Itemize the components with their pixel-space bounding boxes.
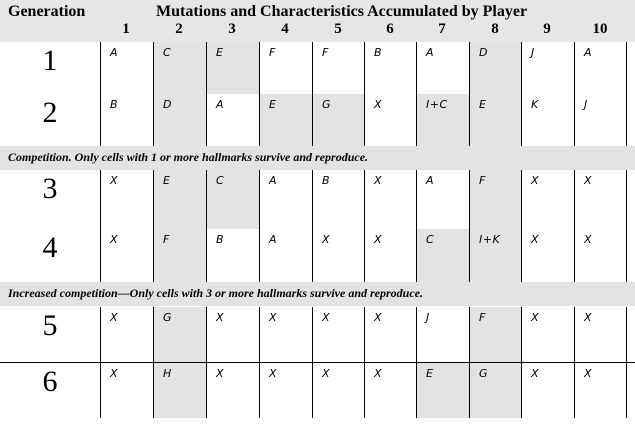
cell-mutation-code: I+C <box>426 98 448 111</box>
cell-mutation-code: B <box>322 174 331 187</box>
table-cell <box>206 229 259 282</box>
table-cell <box>521 229 574 282</box>
cell-mutation-code: G <box>322 98 332 111</box>
column-divider <box>312 170 313 282</box>
cell-mutation-code: X <box>531 311 540 324</box>
table-cell <box>416 307 469 362</box>
column-divider <box>364 170 365 282</box>
table-cell <box>469 170 521 229</box>
cell-mutation-code: X <box>584 311 593 324</box>
cell-mutation-code: X <box>374 98 383 111</box>
table-cell <box>416 94 469 146</box>
row-divider <box>0 362 635 363</box>
table-cell <box>312 229 364 282</box>
cell-mutation-code: X <box>584 367 593 380</box>
cell-mutation-code: K <box>531 98 539 111</box>
column-divider <box>259 42 260 146</box>
column-divider <box>416 170 417 282</box>
table-cell <box>416 363 469 418</box>
column-divider <box>626 170 627 282</box>
cell-mutation-code: E <box>269 98 277 111</box>
player-number-7: 7 <box>438 21 446 37</box>
cell-mutation-code: X <box>322 311 331 324</box>
column-divider <box>100 42 101 146</box>
player-number-6: 6 <box>386 21 394 37</box>
table-cell <box>364 42 416 94</box>
column-divider <box>153 170 154 282</box>
table-cell <box>259 229 312 282</box>
column-divider <box>469 42 470 146</box>
cell-mutation-code: X <box>216 311 225 324</box>
cell-mutation-code: X <box>216 367 225 380</box>
generation-number: 5 <box>42 309 58 342</box>
cell-mutation-code: X <box>110 174 119 187</box>
table-cell <box>364 94 416 146</box>
table-cell <box>206 94 259 146</box>
cell-mutation-code: X <box>110 311 119 324</box>
column-divider <box>206 170 207 282</box>
cell-mutation-code: B <box>216 233 225 246</box>
table-cell <box>469 42 521 94</box>
table-cell <box>416 170 469 229</box>
table-cell <box>469 229 521 282</box>
cell-mutation-code: J <box>426 311 430 324</box>
cell-mutation-code: X <box>269 367 278 380</box>
cell-mutation-code: F <box>322 46 329 59</box>
cell-mutation-code: X <box>374 233 383 246</box>
cell-mutation-code: X <box>374 367 383 380</box>
player-number-10: 10 <box>592 21 608 37</box>
table-cell <box>521 307 574 362</box>
cell-mutation-code: X <box>584 233 593 246</box>
cell-mutation-code: C <box>216 174 225 187</box>
cell-mutation-code: A <box>110 46 119 59</box>
table-cell <box>521 363 574 418</box>
player-number-2: 2 <box>175 21 183 37</box>
column-divider <box>574 42 575 146</box>
table-cell <box>206 42 259 94</box>
increased-competition-note <box>0 282 635 306</box>
table-cell <box>521 42 574 94</box>
cell-mutation-code: X <box>110 367 119 380</box>
table-cell <box>100 42 153 94</box>
cell-mutation-code: G <box>163 311 173 324</box>
cell-mutation-code: A <box>216 98 225 111</box>
column-divider <box>364 42 365 146</box>
cell-mutation-code: J <box>531 46 535 59</box>
table-cell <box>312 363 364 418</box>
cell-mutation-code: D <box>479 46 488 59</box>
column-divider <box>259 170 260 282</box>
table-cell <box>364 229 416 282</box>
cell-mutation-code: X <box>110 233 119 246</box>
cell-mutation-code: X <box>374 174 383 187</box>
table-cell <box>312 170 364 229</box>
table-cell <box>100 363 153 418</box>
table-title: Mutations and Characteristics Accumulated by Player <box>156 3 528 20</box>
cell-mutation-code: A <box>269 174 278 187</box>
cell-mutation-code: F <box>479 174 486 187</box>
table-cell <box>312 307 364 362</box>
cell-mutation-code: C <box>426 233 435 246</box>
table-cell <box>206 170 259 229</box>
column-divider <box>574 170 575 282</box>
cell-mutation-code: X <box>531 367 540 380</box>
cell-mutation-code: X <box>531 233 540 246</box>
generation-number: 4 <box>42 231 58 264</box>
table-cell <box>521 94 574 146</box>
generation-number: 2 <box>42 96 58 129</box>
cell-mutation-code: J <box>584 98 588 111</box>
competition-note-text: Competition. Only cells with 1 or more hallmarks survive and reproduce. <box>8 150 369 164</box>
column-divider <box>416 42 417 146</box>
increased-competition-note-text: Increased competition—Only cells with 3 or more hallmarks survive and reproduce. <box>8 286 424 300</box>
table-cell <box>153 94 206 146</box>
column-divider <box>312 42 313 146</box>
table-cell <box>469 94 521 146</box>
generation-number: 6 <box>42 365 58 398</box>
table-cell <box>364 170 416 229</box>
cell-mutation-code: B <box>110 98 119 111</box>
table-cell <box>259 170 312 229</box>
cell-mutation-code: E <box>426 367 434 380</box>
player-number-9: 9 <box>543 21 551 37</box>
column-divider <box>521 42 522 146</box>
table-cell <box>469 307 521 362</box>
player-number-1: 1 <box>122 21 130 37</box>
cell-mutation-code: H <box>163 367 172 380</box>
table-cell <box>153 307 206 362</box>
generation-column-header: Generation <box>8 3 86 20</box>
column-divider <box>206 42 207 146</box>
table-cell <box>100 170 153 229</box>
cell-mutation-code: A <box>584 46 593 59</box>
table-cell <box>364 363 416 418</box>
cell-mutation-code: X <box>322 233 331 246</box>
competition-note <box>0 146 635 170</box>
cell-mutation-code: X <box>584 174 593 187</box>
cell-mutation-code: C <box>163 46 172 59</box>
cell-mutation-code: I+K <box>479 233 501 246</box>
table-cell <box>100 94 153 146</box>
cell-mutation-code: X <box>531 174 540 187</box>
cell-mutation-code: A <box>269 233 278 246</box>
cell-mutation-code: G <box>479 367 489 380</box>
table-cell <box>259 42 312 94</box>
table-cell <box>153 229 206 282</box>
table-cell <box>312 94 364 146</box>
table-cell <box>153 363 206 418</box>
column-divider <box>626 42 627 146</box>
table-cell <box>259 363 312 418</box>
table-cell <box>153 42 206 94</box>
table-cell <box>259 307 312 362</box>
table-cell <box>100 307 153 362</box>
cell-mutation-code: F <box>479 311 486 324</box>
column-divider <box>100 170 101 282</box>
generation-number: 3 <box>42 172 58 205</box>
player-number-3: 3 <box>228 21 236 37</box>
cell-mutation-code: F <box>163 233 170 246</box>
cell-mutation-code: X <box>322 367 331 380</box>
player-number-4: 4 <box>281 21 289 37</box>
table-cell <box>206 363 259 418</box>
table-cell <box>312 42 364 94</box>
player-number-8: 8 <box>491 21 499 37</box>
table-cell <box>100 229 153 282</box>
table-cell <box>259 94 312 146</box>
column-divider <box>469 170 470 282</box>
cell-mutation-code: F <box>269 46 276 59</box>
cell-mutation-code: D <box>163 98 172 111</box>
cell-mutation-code: X <box>269 311 278 324</box>
table-cell <box>521 170 574 229</box>
cell-mutation-code: A <box>426 174 435 187</box>
cell-mutation-code: A <box>426 46 435 59</box>
cell-mutation-code: E <box>479 98 487 111</box>
table-cell <box>469 363 521 418</box>
table-cell <box>153 170 206 229</box>
cell-mutation-code: B <box>374 46 383 59</box>
cell-mutation-code: E <box>216 46 224 59</box>
cell-mutation-code: X <box>374 311 383 324</box>
player-number-5: 5 <box>334 21 342 37</box>
generation-number: 1 <box>42 44 58 77</box>
column-divider <box>153 42 154 146</box>
table-cell <box>364 307 416 362</box>
column-divider <box>521 170 522 282</box>
table-cell <box>416 229 469 282</box>
table-cell <box>416 42 469 94</box>
cell-mutation-code: E <box>163 174 171 187</box>
table-cell <box>206 307 259 362</box>
